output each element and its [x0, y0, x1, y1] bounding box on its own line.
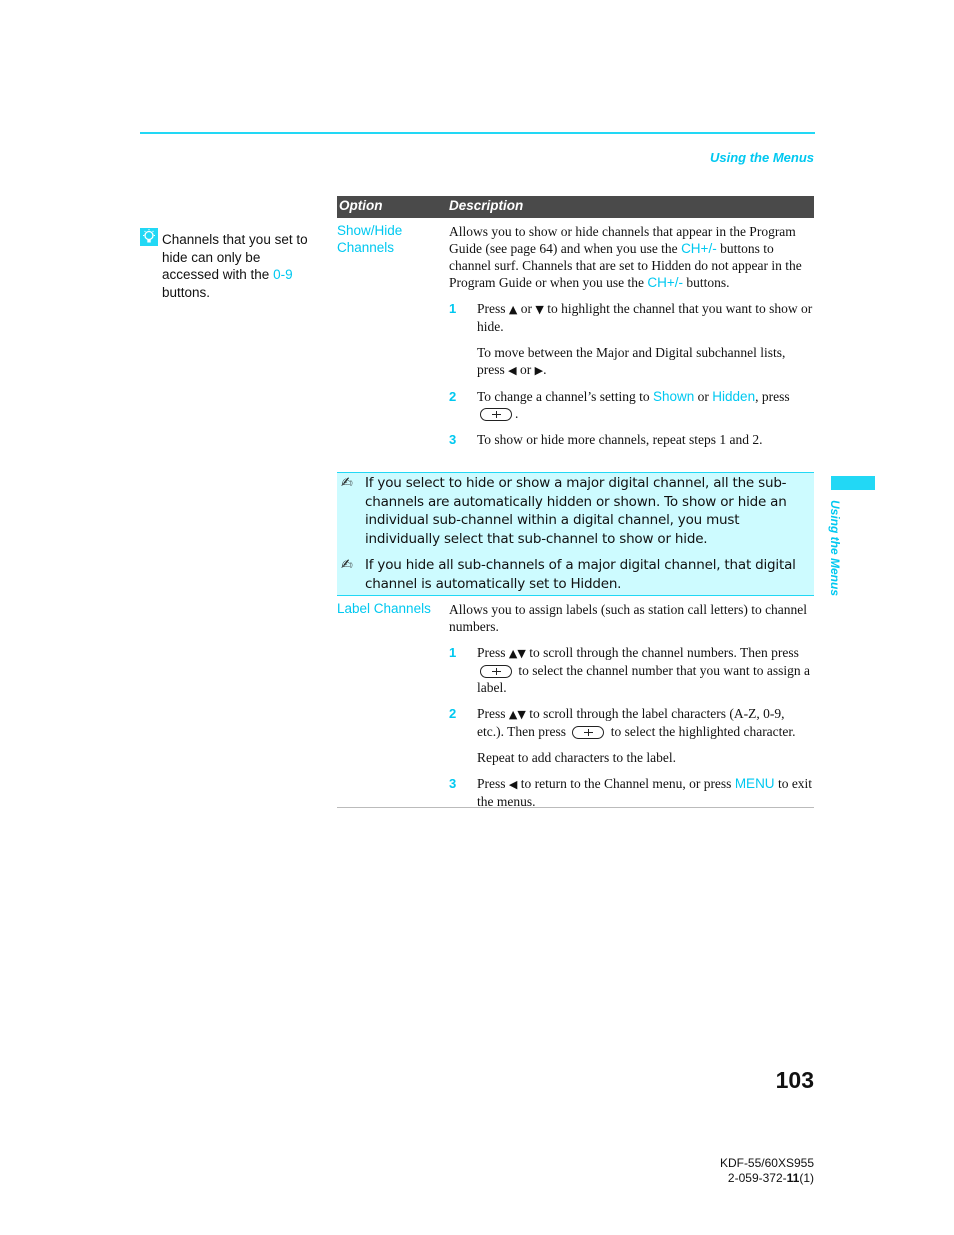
- description-show-hide-channels: [449, 218, 814, 448]
- enter-button-icon: [480, 408, 512, 421]
- description-text: Allows you to assign labels (such as station call letters) to channel numbers.: [449, 602, 808, 634]
- side-tab-marker: [831, 476, 875, 490]
- top-rule: [140, 132, 815, 134]
- down-arrow-icon: ▼: [517, 647, 526, 660]
- up-arrow-icon: ▲: [508, 303, 518, 316]
- table-header: [337, 196, 814, 218]
- up-arrow-icon: ▲: [508, 647, 518, 660]
- side-tab-label: Using the Menus: [828, 500, 842, 597]
- down-arrow-icon: ▼: [517, 708, 526, 721]
- step-number: 2: [449, 389, 457, 404]
- header-description: Description: [449, 198, 524, 213]
- page-number: 103: [775, 1067, 814, 1093]
- note-box: [337, 472, 814, 596]
- step-1: 1 Press ▲ or ▼ to highlight the channel that you want to show or hide. To move between the Major and Digital subchannel lists, press ◀ or ▶.: [449, 301, 813, 377]
- step-number: 1: [449, 645, 457, 660]
- step-number: 2: [449, 706, 457, 721]
- description-text: Allows you to show or hide channels that appear in the Program Guide (see page 64) and when you use the CH+/- buttons to channel surf. Channels that are set to Hidden do not appear in the Program Guide or when you use the CH+/- buttons.: [449, 224, 802, 290]
- table-row-label-channels: [337, 596, 814, 808]
- enter-button-icon: [572, 726, 604, 739]
- lightbulb-icon: [140, 228, 158, 246]
- step-3: 3 Press ◀ to return to the Channel menu, or press MENU to exit the menus.: [449, 776, 813, 809]
- step-1: 1 Press ▲▼ to scroll through the channel numbers. Then press to select the channel number that you want to assign a label.: [449, 645, 811, 695]
- left-arrow-icon: ◀: [508, 778, 518, 791]
- step-3: 3 To show or hide more channels, repeat steps 1 and 2.: [449, 432, 763, 447]
- step-number: 1: [449, 301, 457, 316]
- running-head: Using the Menus: [709, 150, 814, 165]
- ch-link: CH+/-: [681, 241, 717, 256]
- model-number: KDF-55/60XS955: [719, 1156, 814, 1170]
- option-show-hide-channels: Show/Hide Channels: [337, 223, 403, 255]
- up-arrow-icon: ▲: [508, 708, 518, 721]
- step-2: 2 To change a channel’s setting to Shown or Hidden, press .: [449, 389, 790, 421]
- model-info: [720, 1156, 814, 1186]
- enter-button-icon: [480, 665, 512, 678]
- shown-link: Shown: [653, 389, 695, 404]
- option-label-channels: Label Channels: [337, 601, 431, 616]
- step-number: 3: [449, 432, 457, 447]
- step-2: 2 Press ▲▼ to scroll through the label characters (A-Z, 0-9, etc.). Then press to select the highlighted character. Repeat to add characters to the label.: [449, 706, 796, 765]
- description-label-channels: [449, 596, 814, 810]
- document-code: 2-059-372-11(1): [727, 1171, 814, 1185]
- header-option: Option: [339, 198, 383, 213]
- menu-link: MENU: [734, 776, 775, 791]
- ch-link: CH+/-: [647, 275, 683, 290]
- note-1: ✍ If you select to hide or show a major digital channel, all the sub-channels are automatically hidden or shown. To show or hide an individual sub-channel within a digital channel, you must individually select that sub-channel to show or hide.: [341, 475, 787, 547]
- pen-note-icon: ✍: [341, 475, 353, 491]
- note-2: ✍ If you hide all sub-channels of a major digital channel, that digital channel is automatically set to Hidden.: [341, 557, 796, 592]
- table-row-show-hide-channels: [337, 218, 814, 472]
- pen-note-icon: ✍: [341, 557, 353, 573]
- left-arrow-icon: ◀: [508, 364, 517, 377]
- step-number: 3: [449, 776, 457, 791]
- right-arrow-icon: ▶: [534, 364, 544, 377]
- hidden-link: Hidden: [712, 389, 756, 404]
- tip-link-0-9: 0-9: [273, 267, 293, 282]
- down-arrow-icon: ▼: [535, 303, 544, 316]
- options-table: [337, 196, 814, 808]
- tip-text: Channels that you set to hide can only be accessed with the 0-9 buttons.: [162, 232, 308, 300]
